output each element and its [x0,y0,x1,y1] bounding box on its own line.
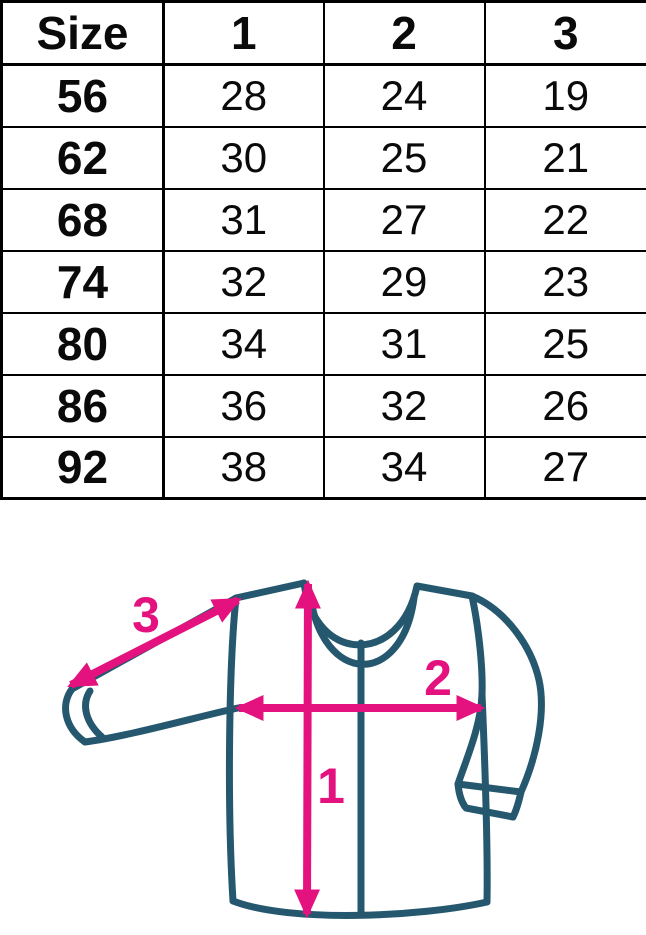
value-cell: 32 [324,375,485,437]
size-cell: 74 [2,251,164,313]
size-cell: 80 [2,313,164,375]
value-cell: 29 [324,251,485,313]
shirt-right-shoulder [417,586,472,596]
size-table-body [2,65,646,499]
value-cell: 31 [164,189,324,251]
value-cell: 26 [485,375,646,437]
value-cell: 38 [164,437,324,499]
shirt-right-armhole [458,596,482,784]
value-cell: 34 [324,437,485,499]
value-cell: 28 [164,65,324,127]
table-row [2,251,646,313]
header-cell-1: 1 [164,2,324,65]
value-cell: 25 [324,127,485,189]
table-row [2,127,646,189]
header-cell-2: 2 [324,2,485,65]
value-cell: 34 [164,313,324,375]
table-row [2,65,646,127]
value-cell: 27 [485,437,646,499]
shirt-left-cuff-seam [86,691,102,737]
value-cell: 32 [164,251,324,313]
table-row [2,375,646,437]
value-cell: 36 [164,375,324,437]
size-cell: 86 [2,375,164,437]
shirt-measurement-diagram [0,504,646,919]
size-cell: 68 [2,189,164,251]
measurement-label-2: 2 [424,650,452,706]
value-cell: 23 [485,251,646,313]
size-cell: 62 [2,127,164,189]
size-cell: 92 [2,437,164,499]
table-row [2,313,646,375]
value-cell: 19 [485,65,646,127]
length-arrow-1 [307,584,308,914]
header-cell-3: 3 [485,2,646,65]
shirt-body-left [229,583,304,901]
value-cell: 24 [324,65,485,127]
header-row [2,2,646,65]
measurement-arrows [71,584,481,914]
value-cell: 25 [485,313,646,375]
table-row [2,189,646,251]
size-cell: 56 [2,65,164,127]
header-cell-size: Size [2,2,164,65]
value-cell: 31 [324,313,485,375]
shirt-left-sleeve-under [85,708,238,742]
shirt-body-right [482,694,487,902]
value-cell: 27 [324,189,485,251]
value-cell: 30 [164,127,324,189]
shirt-right-cuff [458,784,521,817]
measurement-label-3: 3 [132,587,160,643]
measurement-label-1: 1 [317,758,345,814]
value-cell: 21 [485,127,646,189]
size-table-header [2,2,646,65]
value-cell: 22 [485,189,646,251]
table-row [2,437,646,499]
shirt-left-cuff-end [66,689,85,742]
